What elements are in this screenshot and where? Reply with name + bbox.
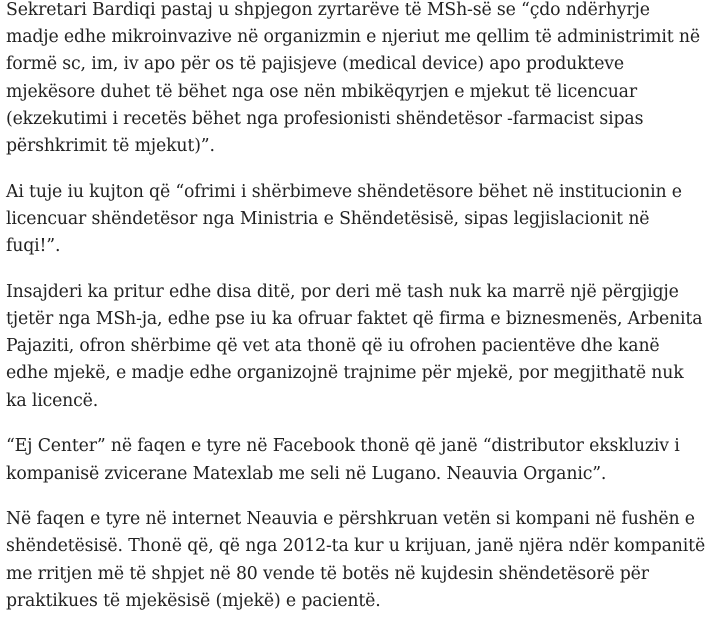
paragraph-1: Sekretari Bardiqi pastaj u shpjegon zyrtarëve të MSh-së se “çdo ndërhyrje madje edhe mikroinvazive në organizmin e njeriut me qellim të administrimit në formë sc, im, iv apo për os të pajisjeve (medical device) apo produkteve mjekësore duhet të bëhet nga ose nën mbikëqyrjen e mjekut të licencuar (ekzekutimi i recetës bëhet nga profesionisti shëndetësor -farmacist sipas përshkrimit të mjekut)”. [6,0,700,157]
paragraph-4: “Ej Center” në faqen e tyre në Facebook thonë që janë “distributor ekskluziv i kompanisë zvicerane Matexlab me seli në Lugano. Neauvia Organic”. [6,436,680,484]
paragraph-3: Insajderi ka pritur edhe disa ditë, por deri më tash nuk ka marrë një përgjigje tjetër nga MSh-ja, edhe pse iu ka ofruar faktet që firma e biznesmenës, Arbenita Pajaziti, ofron shërbime që vet ata thonë që iu ofrohen pacientëve dhe kanë edhe mjekë, e madje edhe organizojnë trajnime për mjekë, por megjithatë nuk ka licencë. [6,281,703,411]
paragraph-5: Në faqen e tyre në internet Neauvia e përshkruan vetën si kompani në fushën e shëndetësisë. Thonë që, që nga 2012-ta kur u krijuan, janë njëra ndër kompanitë me rritjen më të shpjet në 80 vende të botës në kujdesin shëndetësorë për praktikues të mjekësisë (mjekë) e pacientë. [6,509,706,611]
paragraph-2: Ai tuje iu kujton që “ofrimi i shërbimeve shëndetësore bëhet në institucionin e licencuar shëndetësor nga Ministria e Shëndetësisë, sipas legjislacionit në fuqi!”. [6,181,682,257]
article-body [6,0,706,634]
